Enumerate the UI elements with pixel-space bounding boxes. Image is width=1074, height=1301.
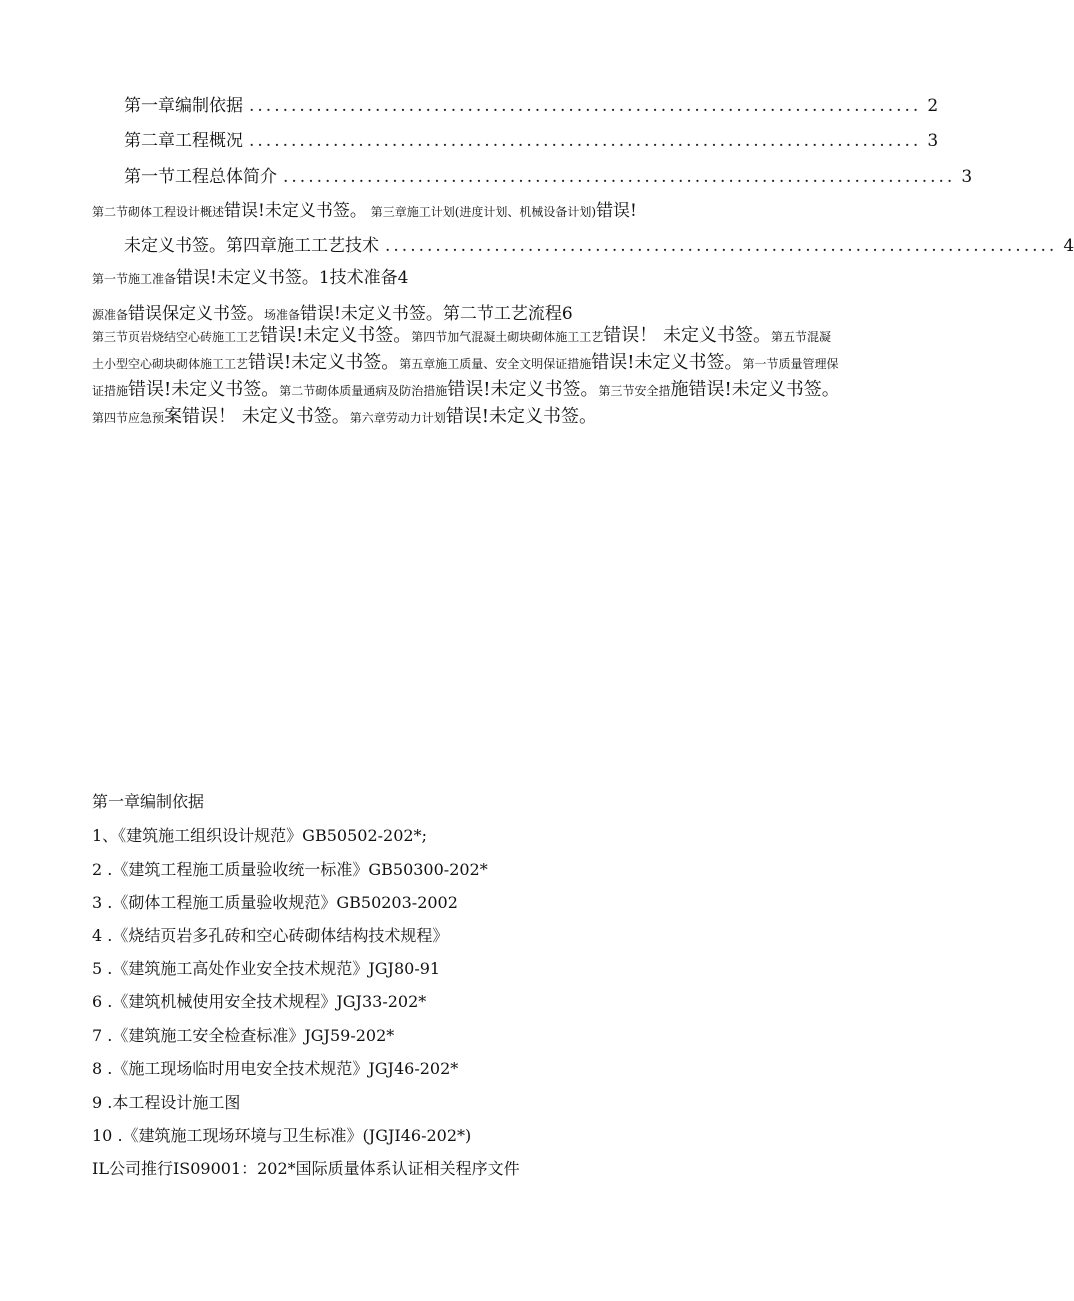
reference-item: 7 .《建筑施工安全检查标准》JGJ59-202* bbox=[92, 1026, 395, 1045]
toc-error-text: 案错误！ 未定义书签。 bbox=[164, 406, 350, 427]
toc-leader-dots: ................................................................................ bbox=[283, 167, 956, 187]
toc-text: 第五节混凝土小型空心砌块砌体施工工艺 bbox=[92, 330, 832, 371]
reference-item: 8 .《施工现场临时用电安全技术规范》JGJ46-202* bbox=[92, 1059, 459, 1078]
toc-error-text: 错误！ 未定义书签。 bbox=[603, 325, 771, 346]
chapter-heading: 第一章编制依据 bbox=[92, 792, 205, 811]
toc-text: 第三节页岩烧结空心砖施工工艺 bbox=[92, 330, 261, 344]
reference-item: 3 .《砌体工程施工质量验收规范》GB50203-2002 bbox=[92, 893, 458, 912]
toc-error-text: 错误!未定义书签。1技术准备4 bbox=[176, 268, 409, 288]
toc-error-text: 错误! bbox=[596, 201, 637, 221]
toc-page-number: 4 bbox=[1063, 236, 1074, 256]
toc-error-line bbox=[92, 266, 408, 291]
toc-text: 场准备 bbox=[264, 308, 301, 322]
reference-item: 4 .《烧结页岩多孔砖和空心砖砌体结构技术规程》 bbox=[92, 926, 449, 945]
toc-error-text: 错误!未定义书签。 bbox=[447, 379, 599, 400]
toc-text: 第二节砌体质量通病及防治措施 bbox=[279, 384, 448, 398]
toc-leader-dots: ................................................................................ bbox=[249, 96, 922, 116]
toc-entry-chapter-1[interactable] bbox=[124, 94, 939, 118]
toc-entry-title: 第二章工程概况 bbox=[124, 131, 243, 151]
toc-text: 第四节加气混凝土砌块砌体施工工艺 bbox=[411, 330, 604, 344]
toc-entry-chapter-2[interactable] bbox=[124, 129, 939, 153]
toc-page-number: 3 bbox=[961, 167, 973, 187]
toc-entry-title: 第一节工程总体简介 bbox=[124, 167, 277, 187]
toc-entry-section-1[interactable] bbox=[124, 165, 973, 189]
toc-text: 第一节施工准备 bbox=[92, 272, 177, 286]
toc-error-text: 错误!未定义书签。 bbox=[224, 201, 367, 221]
reference-item: 1、《建筑施工组织设计规范》GB50502-202*; bbox=[92, 826, 427, 845]
toc-text: 第四节应急预 bbox=[92, 411, 165, 425]
toc-error-text: 错误!未定义书签。 bbox=[445, 406, 597, 427]
toc-error-paragraph bbox=[92, 323, 842, 431]
toc-text: 第三节安全措 bbox=[598, 384, 671, 398]
toc-text: 第六章劳动力计划 bbox=[349, 411, 446, 425]
reference-item: 10 .《建筑施工现场环境与卫生标准》(JGJI46-202*) bbox=[92, 1126, 472, 1145]
toc-text: 第一节质量管理保证措施 bbox=[92, 357, 839, 398]
toc-page-number: 3 bbox=[927, 131, 939, 151]
toc-error-text: 错误保定义书签。 bbox=[128, 304, 265, 324]
toc-text: 第三章施工计划(进度计划、机械设备计划) bbox=[370, 205, 597, 219]
toc-error-text: 错误!未定义书签。第二节工艺流程6 bbox=[300, 304, 573, 324]
toc-leader-dots: ................................................................................ bbox=[385, 236, 1058, 256]
reference-item: 6 .《建筑机械使用安全技术规程》JGJ33-202* bbox=[92, 992, 427, 1011]
toc-text: 第五章施工质量、安全文明保证措施 bbox=[399, 357, 592, 371]
toc-error-text: 错误!未定义书签。 bbox=[591, 352, 743, 373]
toc-text: 第二节砌体工程设计概述 bbox=[92, 205, 225, 219]
toc-entry-title: 第一章编制依据 bbox=[124, 96, 243, 116]
toc-entry-chapter-4[interactable] bbox=[124, 234, 1074, 258]
reference-item: 9 .本工程设计施工图 bbox=[92, 1093, 241, 1112]
toc-error-text: 错误!未定义书签。 bbox=[128, 379, 280, 400]
toc-leader-dots: ................................................................................ bbox=[249, 131, 922, 151]
toc-text: 源准备 bbox=[92, 308, 129, 322]
reference-item: 2 .《建筑工程施工质量验收统一标准》GB50300-202* bbox=[92, 860, 488, 879]
toc-error-text: 施错误!未定义书签。 bbox=[670, 379, 840, 400]
reference-item: 5 .《建筑施工高处作业安全技术规范》JGJ80-91 bbox=[92, 959, 441, 978]
toc-error-line bbox=[92, 199, 637, 224]
toc-entry-title: 未定义书签。第四章施工工艺技术 bbox=[124, 236, 379, 256]
toc-error-text: 错误!未定义书签。 bbox=[248, 352, 400, 373]
toc-error-text: 错误!未定义书签。 bbox=[260, 325, 412, 346]
toc-page-number: 2 bbox=[927, 96, 939, 116]
reference-item: IL公司推行IS09001：202*国际质量体系认证相关程序文件 bbox=[92, 1159, 520, 1178]
